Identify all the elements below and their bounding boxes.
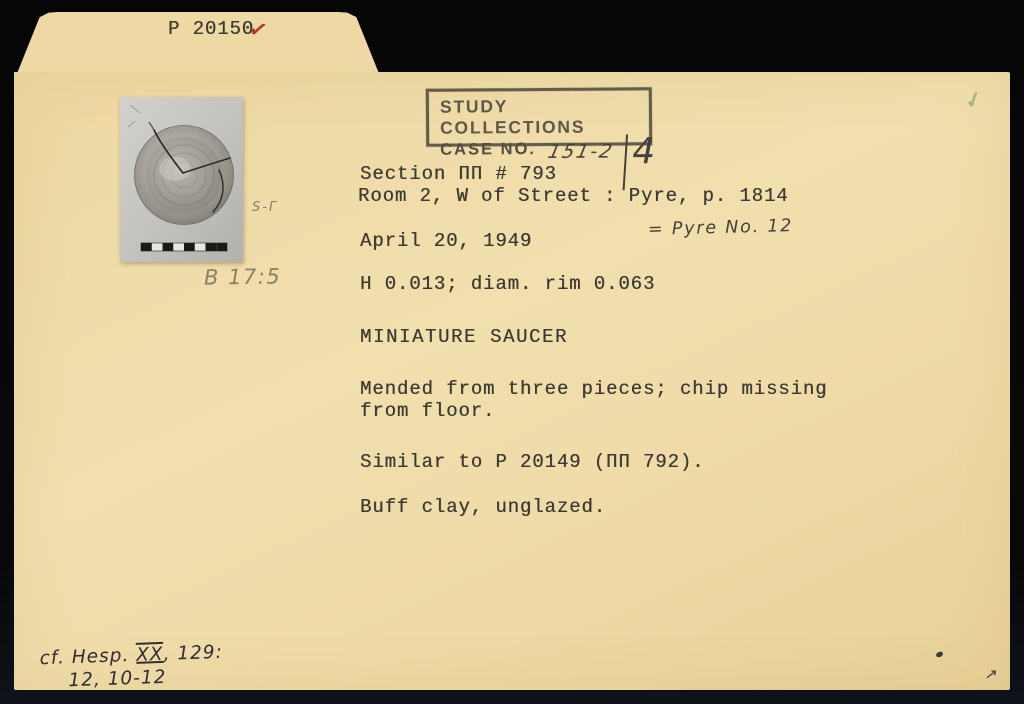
reference-line2: 12, 10-12 — [68, 666, 167, 692]
condition-line1: Mended from three pieces; chip missing — [360, 378, 828, 400]
dimensions-line: H 0.013; diam. rim 0.063 — [360, 273, 656, 295]
study-collections-stamp — [426, 87, 658, 173]
photo-side-note: S-Γ — [252, 200, 279, 215]
material-line: Buff clay, unglazed. — [360, 496, 607, 518]
findspot-line: Room 2, W of Street : Pyre, p. 1814 — [358, 185, 789, 207]
stamp-case-line — [440, 131, 658, 173]
stamp-case-number: 151-2 — [545, 140, 616, 163]
stamp-title: STUDY COLLECTIONS — [439, 96, 586, 138]
reference-suffix: , 129: — [163, 641, 224, 665]
red-checkmark-icon: ✓ — [246, 15, 270, 44]
stamp-case-suffix: 4 — [632, 131, 658, 173]
object-title: MINIATURE SAUCER — [360, 326, 569, 348]
comparison-line: Similar to P 20149 (ΠΠ 792). — [360, 451, 705, 473]
basket-number-note: B 17:5 — [203, 264, 282, 290]
green-checkmark-icon: ✓ — [961, 86, 986, 115]
artifact-photo — [120, 97, 243, 262]
saucer-image — [120, 97, 243, 262]
pyre-number-note: = Pyre No. 12 — [647, 216, 794, 240]
condition-line2: from floor. — [360, 400, 496, 422]
date-line: April 20, 1949 — [360, 230, 533, 252]
reference-prefix: cf. Hesp. — [39, 644, 137, 670]
stamp-case-label: CASE NO. — [440, 140, 537, 159]
hesperia-reference — [39, 641, 224, 693]
condition-lines — [360, 378, 827, 422]
photo-scale-bar — [141, 243, 227, 251]
corner-arrow-mark: ↗ — [983, 665, 999, 684]
reference-volume: XX — [135, 643, 164, 666]
object-number: P 20150 — [168, 18, 255, 40]
section-line: Section ΠΠ # 793 — [360, 163, 557, 185]
